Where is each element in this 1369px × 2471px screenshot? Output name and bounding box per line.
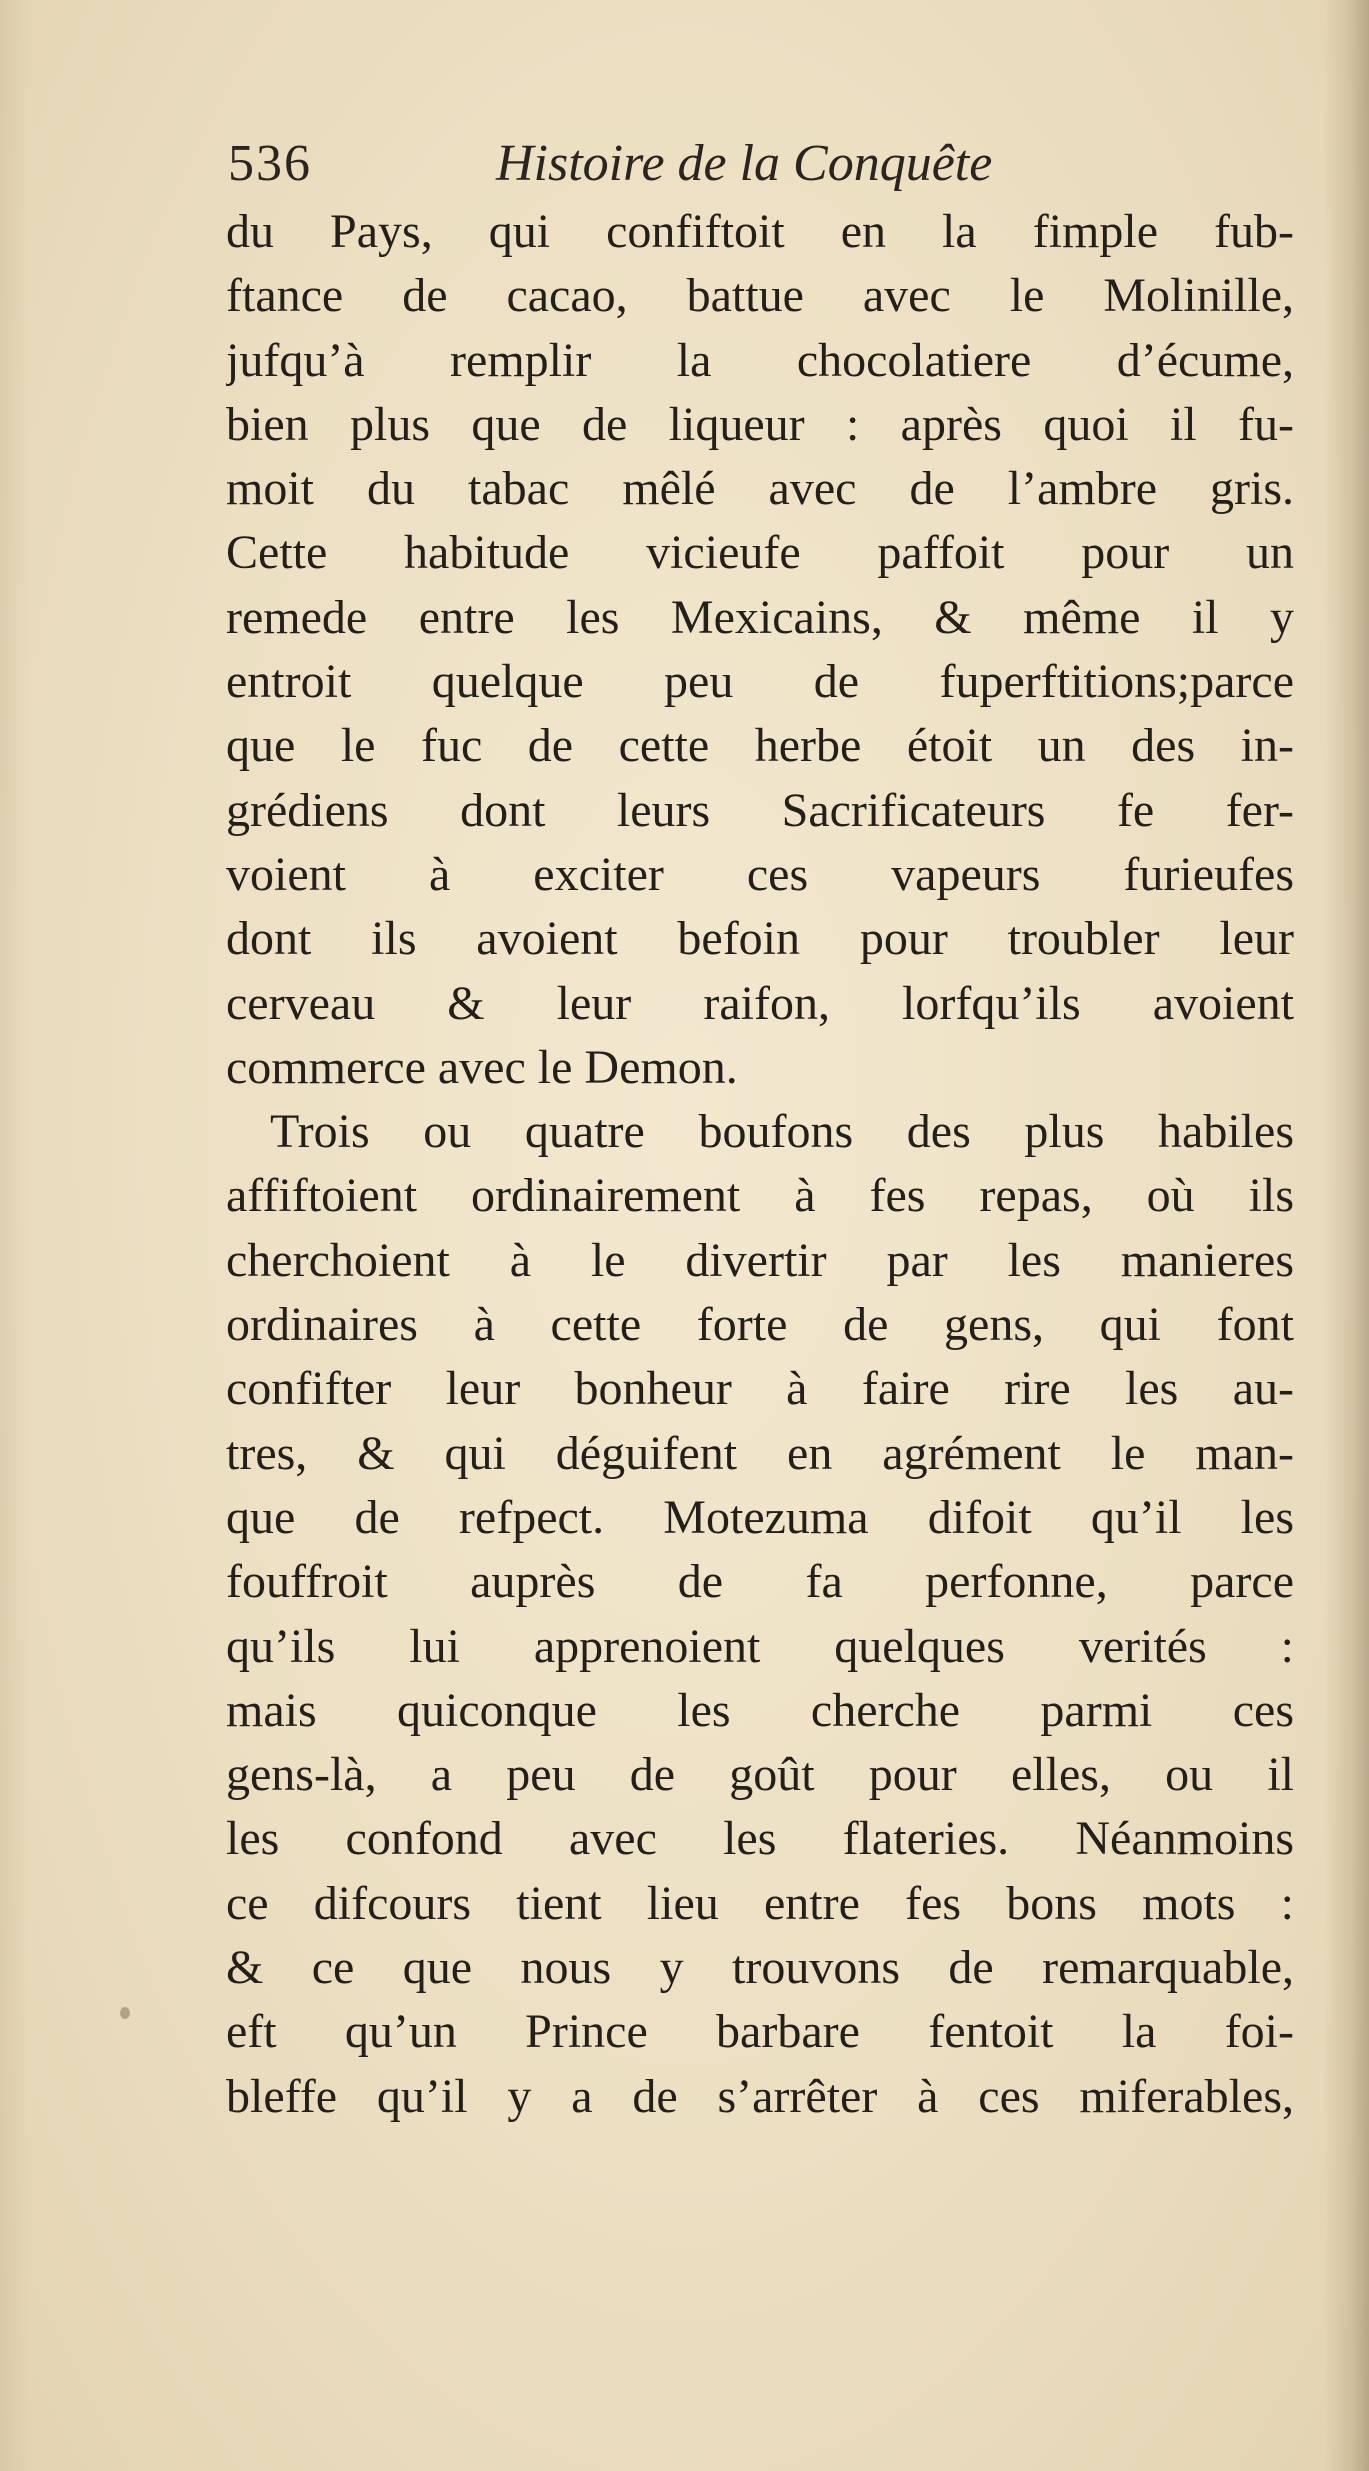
text-line: grédiens dont leurs Sacrificateurs fe fer- xyxy=(226,783,1294,837)
text-line: fouffroit auprès de fa perfonne, parce xyxy=(226,1555,1294,1609)
text-line: gens-là, a peu de goût pour elles, ou il xyxy=(226,1748,1294,1802)
text-line: ordinaires à cette forte de gens, qui font xyxy=(226,1298,1294,1352)
text-line: tres, & qui déguifent en agrément le man- xyxy=(226,1426,1294,1480)
binding-gutter-shadow xyxy=(1323,0,1369,2471)
running-title: Histoire de la Conquête xyxy=(496,135,993,192)
text-line: ftance de cacao, battue avec le Molinille, xyxy=(226,269,1294,323)
text-line: mais quiconque les cherche parmi ces xyxy=(226,1683,1294,1737)
text-line: & ce que nous y trouvons de remarquable, xyxy=(226,1941,1294,1995)
text-line: dont ils avoient befoin pour troubler leur xyxy=(226,912,1294,966)
text-line: eft qu’un Prince barbare fentoit la foi- xyxy=(226,2005,1294,2059)
text-line: les confond avec les flateries. Néanmoins xyxy=(226,1812,1294,1866)
text-line: qu’ils lui apprenoient quelques verités : xyxy=(226,1619,1294,1673)
text-line: entroit quelque peu de fuperftitions;parce xyxy=(226,655,1294,709)
text-line: remede entre les Mexicains, & même il y xyxy=(226,590,1294,644)
text-line: bien plus que de liqueur : après quoi il fu- xyxy=(226,397,1294,451)
text-line: confifter leur bonheur à faire rire les au- xyxy=(226,1362,1294,1416)
page-left-edge-shading xyxy=(0,0,30,2471)
text-line: cerveau & leur raifon, lorfqu’ils avoient xyxy=(226,976,1294,1030)
text-line: que de refpect. Motezuma difoit qu’il les xyxy=(226,1490,1294,1544)
text-line: jufqu’à remplir la chocolatiere d’écume, xyxy=(226,333,1294,387)
paragraph-end-line: commerce avec le Demon. xyxy=(226,1040,738,1094)
ink-spot xyxy=(120,2007,130,2019)
paragraph-start-line: Trois ou quatre boufons des plus habiles xyxy=(270,1105,1294,1159)
text-line: affiftoient ordinairement à fes repas, où ils xyxy=(226,1169,1294,1223)
text-line: moit du tabac mêlé avec de l’ambre gris. xyxy=(226,462,1294,516)
text-line: Cette habitude vicieufe paffoit pour un xyxy=(226,526,1294,580)
body-text xyxy=(226,200,1294,2129)
text-line: bleffe qu’il y a de s’arrêter à ces miferables, xyxy=(226,2069,1294,2123)
text-line: ce difcours tient lieu entre fes bons mots : xyxy=(226,1876,1294,1930)
running-header xyxy=(228,128,1288,200)
text-line: que le fuc de cette herbe étoit un des in- xyxy=(226,719,1294,773)
text-line: du Pays, qui confiftoit en la fimple fub- xyxy=(226,205,1294,258)
page-number: 536 xyxy=(228,135,312,192)
text-line: cherchoient à le divertir par les manieres xyxy=(226,1233,1294,1287)
text-line: voient à exciter ces vapeurs furieufes xyxy=(226,847,1294,901)
